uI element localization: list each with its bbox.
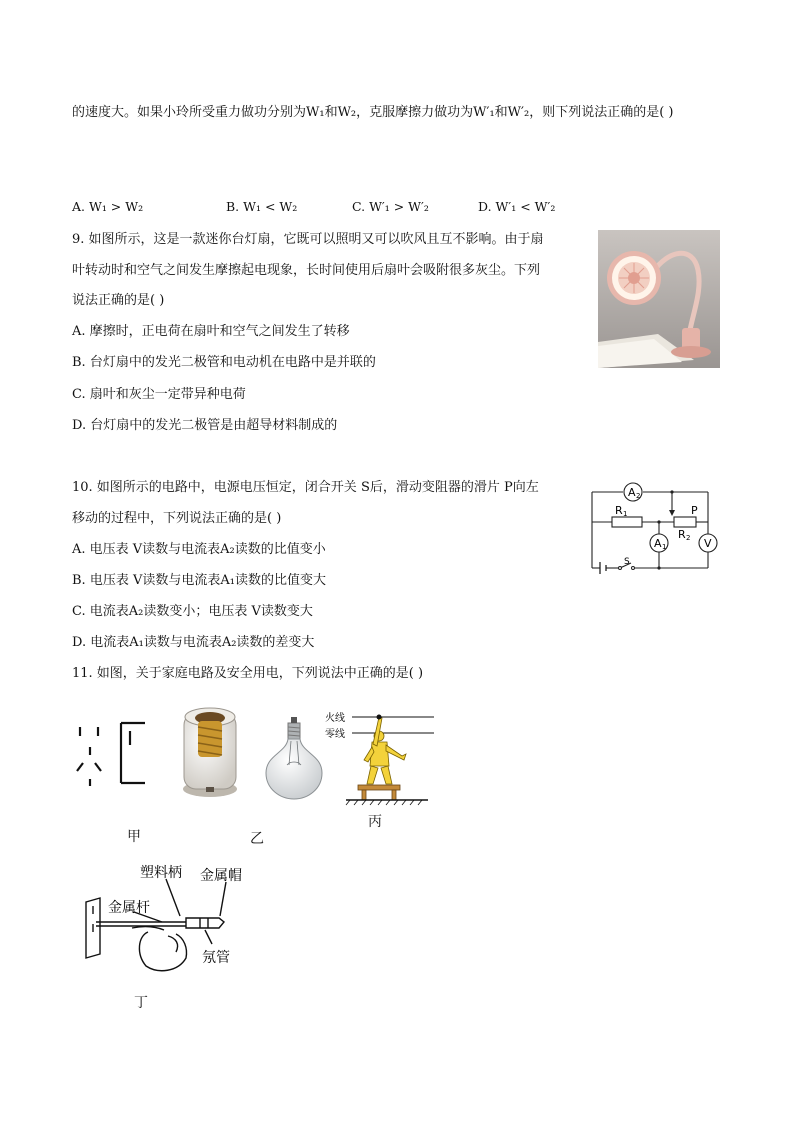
q9-option-a: A. 摩擦时，正电荷在扇叶和空气之间发生了转移 [72,324,350,339]
test-pen-figure [76,862,256,980]
neon-tube-label: 氖管 [202,950,230,966]
neutral-wire-label: 零线 [325,729,345,740]
fire-wire-label: 火线 [325,713,345,724]
q10-option-a: A. 电压表 V读数与电流表A₂读数的比值变小 [72,542,326,557]
q9-stem-line-2: 叶转动时和空气之间发生摩擦起电现象，长时间使用后扇叶会吸附很多灰尘。下列 [72,263,541,278]
q11-stem: 11. 如图，关于家庭电路及安全用电，下列说法中正确的是( ) [72,666,424,681]
slider-arrow [669,510,675,516]
q8-option-d: D. W′₁ < W′₂ [478,199,556,214]
plastic-handle-label: 塑料柄 [140,865,182,881]
q9-option-d: D. 台灯扇中的发光二极管是由超导材料制成的 [72,418,338,433]
a2-label: A [628,486,636,499]
socket-figure [70,715,150,793]
r1-sub: 1 [623,510,628,518]
r1-label: R [615,504,623,517]
q8-option-a: A. W₁ > W₂ [72,199,144,214]
q10-stem-line-2: 移动的过程中，下列说法正确的是( ) [72,511,282,526]
q10-option-d: D. 电流表A₁读数与电流表A₂读数的差变大 [72,635,315,650]
r2-label: R [678,528,686,541]
caption-yi: 乙 [250,831,264,847]
q8-option-c: C. W′₁ > W′₂ [352,199,429,214]
metal-rod-label: 金属杆 [108,900,150,916]
circuit-diagram [586,480,722,576]
q9-option-c: C. 扇叶和灰尘一定带异种电荷 [72,387,246,402]
q9-stem-line-3: 说法正确的是( ) [72,293,165,308]
a1-label: A [654,537,662,550]
caption-ding: 丁 [134,995,148,1011]
q8-option-b: B. W₁ < W₂ [226,199,298,214]
lampholder-bulb-figure [176,703,324,803]
q10-option-b: B. 电压表 V读数与电流表A₁读数的比值变大 [72,573,326,588]
resistor-r2 [674,517,696,527]
resistor-r1 [612,517,642,527]
q9-option-b: B. 台灯扇中的发光二极管和电动机在电路中是并联的 [72,355,376,370]
p-label: P [691,504,698,517]
caption-bing: 丙 [368,814,382,830]
r2-sub: 2 [686,534,691,542]
q9-stem-line-1: 9. 如图所示，这是一款迷你台灯扇，它既可以照明又可以吹风且互不影响。由于扇 [72,232,544,247]
s-label: S [624,557,630,567]
lamp-fan-photo [598,230,720,368]
metal-cap-label: 金属帽 [200,868,242,884]
electric-shock-figure [322,708,437,810]
a1-sub: 1 [662,543,667,551]
caption-jia: 甲 [127,829,141,845]
q8-stem-tail: 的速度大。如果小玲所受重力做功分别为W₁和W₂，克服摩擦力做功为W′₁和W′₂，则下列说法正确的是( ) [72,105,674,120]
v-label: V [704,537,712,550]
q10-stem-line-1: 10. 如图所示的电路中，电源电压恒定，闭合开关 S后，滑动变阻器的滑片 P向左 [72,480,539,495]
q10-option-c: C. 电流表A₂读数变小；电压表 V读数变大 [72,604,313,619]
a2-sub: 2 [636,492,641,500]
switch-terminal [632,567,635,570]
switch-terminal [619,567,622,570]
